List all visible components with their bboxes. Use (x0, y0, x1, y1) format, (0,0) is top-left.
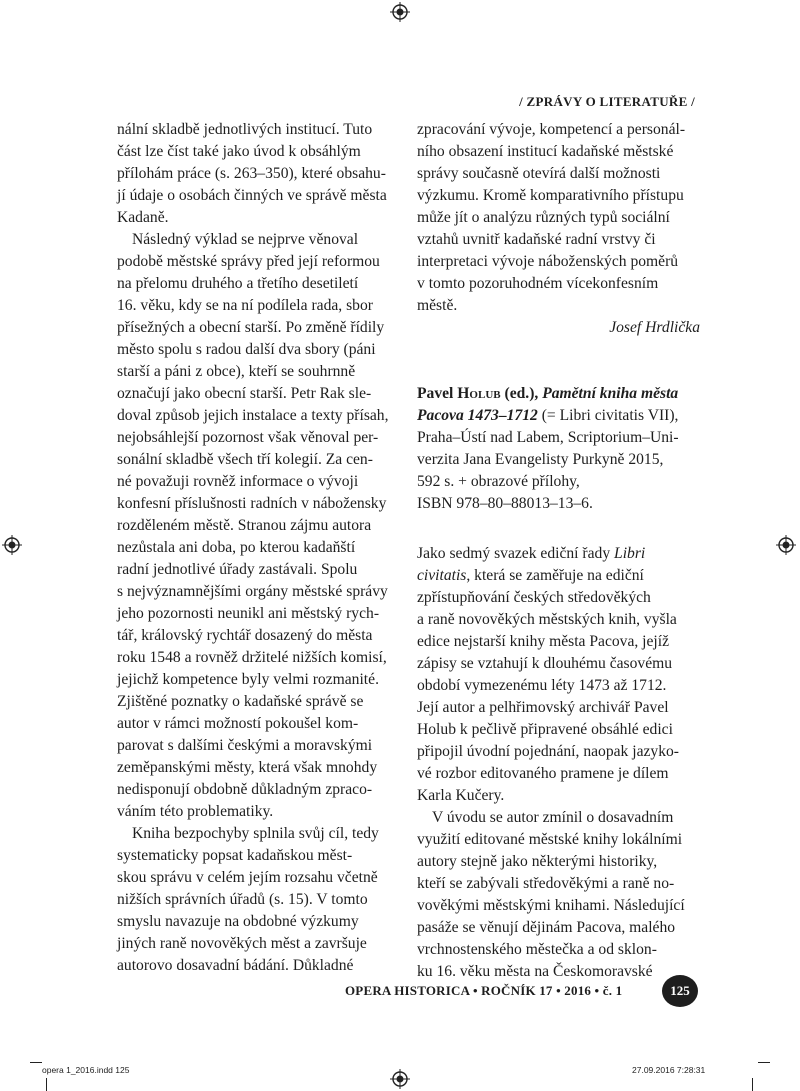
text-line: autorovo dosavadní bádání. Důkladné (117, 957, 354, 974)
citation-series: (= Libri civitatis VII), (537, 407, 679, 424)
text-line: jejichž kompetence byly velmi rozmanité. (117, 671, 379, 688)
text-line: autor v rámci možností pokoušel kom- (117, 715, 359, 732)
slug-file: opera 1_2016.indd 125 (42, 1065, 130, 1075)
registration-mark-icon (2, 535, 22, 555)
text-line: parovat s dalšími českými a moravskými (117, 737, 373, 754)
text-line: v tomto pozoruhodném vícekonfesním (417, 275, 659, 292)
text-line: přísežných a obecní starší. Po změně řídily (117, 319, 385, 336)
trim-mark (30, 1062, 42, 1063)
page-number-badge: 125 (662, 975, 698, 1007)
text-line: vověkými městskými knihami. Následující (417, 897, 685, 914)
text-line: nální skladbě jednotlivých institucí. Tuto (117, 121, 373, 138)
text-line: ního obsazení institucí kadaňské městské (417, 143, 674, 160)
registration-mark-icon (390, 1069, 410, 1089)
trim-mark (752, 1078, 753, 1091)
text-line: starší a páni z obce), kteří se souhrnně (117, 363, 356, 380)
text-line: nedisponují obdobně důkladným zpraco- (117, 781, 373, 798)
text-line: edice nejstarší knihy města Pacova, jejíž (417, 633, 670, 650)
slug-timestamp: 27.09.2016 7:28:31 (632, 1065, 706, 1075)
citation-publisher: Praha–Ústí nad Labem, Scriptorium–Uni- (417, 429, 679, 446)
text-line: Kadaně. (117, 209, 169, 226)
text-line: městě. (417, 297, 458, 314)
text-line: systematicky popsat kadaňskou měst- (117, 847, 353, 864)
reviewer-signature: Josef Hrdlička (609, 319, 700, 336)
text-line: kteří se zabývali středověkými a raně no- (417, 875, 675, 892)
citation-title-cont: Pacova 1473–1712 (417, 407, 538, 424)
text-line: V úvodu se autor zmínil o dosavadním (432, 809, 674, 826)
text-line: označují jako obecní starší. Petr Rak sle- (117, 385, 372, 402)
citation-author-surname: Holub (457, 385, 501, 402)
text-line: rozděleném městě. Stranou zájmu autora (117, 517, 372, 534)
text-line: Zjištěné poznatky o kadaňské správě se (117, 693, 364, 710)
text-line: nezůstala ani doba, po kterou kadaňští (117, 539, 356, 556)
text-line: a raně novověkých městských knih, vyšla (417, 611, 677, 628)
text-line: jí údaje o osobách činných ve správě města (117, 187, 387, 204)
text-line: váním této problematiky. (117, 803, 274, 820)
text-line: část lze číst také jako úvod k obsáhlým (117, 143, 361, 160)
text-line: správy současně otevírá další možnosti (417, 165, 661, 182)
citation-title: Pamětní kniha města (542, 385, 679, 402)
review-paragraph-2 (417, 807, 700, 983)
section-header: / ZPRÁVY O LITERATUŘE / (519, 94, 695, 109)
text-line: 16. věku, kdy se na ní podílela rada, sbor (117, 297, 373, 314)
text-line: využití editované městské knihy lokálními (417, 831, 683, 848)
text-line: zeměpanskými městy, která však mnohdy (117, 759, 378, 776)
text-line: zpřístupňování českých středověkých (417, 589, 651, 606)
text-line: připojil úvodní pojednání, naopak jazyko- (417, 743, 680, 760)
text-line: s nejvýznamnějšími orgány městské správy (117, 583, 388, 600)
text-line: Její autor a pelhřimovský archivář Pavel (417, 699, 669, 716)
review-paragraph-1: Jako sedmý svazek ediční řady Libri civitatis, která se zaměřuje na ediční zpřístupňování českých středověkých a raně novověkých městských knih, vyšla edice nejstarší knihy města Pacova, jejíž zápisy se vztahují k dlouhému časovému období vymezenému léty 1473 až 1712. Její autor a pelhřimovský archivář Pavel Holub k pečlivě připravené obsáhlé edici připojil úvodní pojednání, naopak jazyko- vé rozbor editovaného pramene je dílem Karla Kučery. (417, 543, 700, 807)
text-line: ku 16. věku města na Českomoravské (417, 963, 653, 980)
text-line: vztahů uvnitř kadaňské radní vrstvy či (417, 231, 656, 248)
text-line: né považuji rovněž informace o vývoji (117, 473, 359, 490)
text-line: na přelomu druhého a třetího desetiletí (117, 275, 359, 292)
left-column (117, 119, 391, 977)
text-line: výzkumu. Kromě komparativního přístupu (417, 187, 684, 204)
text-line: interpretaci vývoje náboženských poměrů (417, 253, 679, 270)
citation-pages: 592 s. + obrazové přílohy, (417, 473, 580, 490)
book-citation (417, 383, 700, 515)
text-line: skou správu v celém jejím rozsahu včetně (117, 869, 378, 886)
trim-mark (758, 1062, 770, 1063)
text-line: roku 1548 a rovněž držitelé nižších komisí, (117, 649, 387, 666)
citation-isbn: ISBN 978–80–88013–13–6. (417, 495, 593, 512)
text-line: nižších správních úřadů (s. 15). V tomto (117, 891, 368, 908)
text-line: doval způsob jejich instalace a texty přísah, (117, 407, 389, 424)
text-line: smyslu navazuje na obdobné výzkumy (117, 913, 359, 930)
text-line: období vymezenému léty 1473 až 1712. (417, 677, 667, 694)
text-line: Karla Kučery. (417, 787, 505, 804)
text-line: konfesní příslušnosti radních v nábožensky (117, 495, 387, 512)
citation-ed: (ed.), (500, 385, 543, 402)
text-line: sonální skladbě všech tří kolegií. Za cen- (117, 451, 373, 468)
text-line: zpracování vývoje, kompetencí a personál- (417, 121, 686, 138)
text-line: autory stejně jako některými historiky, (417, 853, 658, 870)
text-line: zápisy se vztahují k dlouhému časovému (417, 655, 673, 672)
text-line: Následný výklad se nejprve věnoval (132, 231, 359, 248)
text-line: Holub k pečlivě připravené obsáhlé edici (417, 721, 673, 738)
text-line: pasáže se věnují dějinám Pacova, malého (417, 919, 676, 936)
text-line: vrchnostenského městečka a od sklon- (417, 941, 657, 958)
text-line: jiných raně novověkých měst a završuje (117, 935, 367, 952)
text-line: může jít o analýzu různých typů sociální (417, 209, 670, 226)
text-line: Kniha bezpochyby splnila svůj cíl, tedy (132, 825, 379, 842)
text-line: radní jednotlivé úřady zastávali. Spolu (117, 561, 358, 578)
text-line: podobě městské správy před její reformou (117, 253, 380, 270)
journal-footer: OPERA HISTORICA • ROČNÍK 17 • 2016 • č. 1 (345, 983, 623, 998)
right-column (417, 119, 700, 983)
registration-mark-icon (776, 535, 796, 555)
text-line: město spolu s radou další dva sbory (páni (117, 341, 376, 358)
citation-author-first: Pavel (417, 385, 458, 402)
text-line: jeho pozornosti neunikl ani městský rych- (117, 605, 380, 622)
registration-mark-icon (390, 2, 410, 22)
citation-publisher-cont: verzita Jana Evangelisty Purkyně 2015, (417, 451, 664, 468)
text-line: vé rozbor editovaného pramene je dílem (417, 765, 669, 782)
previous-review-conclusion (417, 119, 700, 317)
text-line: přílohám práce (s. 263–350), které obsahu- (117, 165, 386, 182)
trim-mark (46, 1078, 47, 1091)
text-line: tář, královský rychtář dosazený do města (117, 627, 373, 644)
text-line: nejobsáhlejší pozornost však věnoval per- (117, 429, 379, 446)
